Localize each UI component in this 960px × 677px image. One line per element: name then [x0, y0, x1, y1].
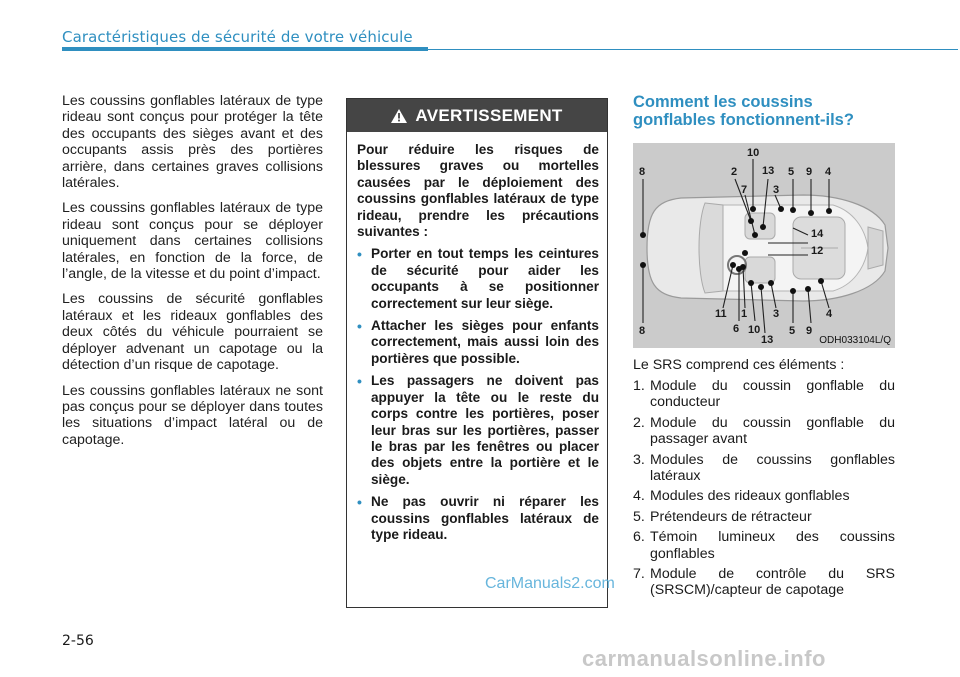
srs-item-number: 2. — [633, 414, 645, 431]
srs-item-text: Témoin lumineux des coussins gonflables — [650, 529, 895, 562]
callout-6: 6 — [733, 323, 740, 335]
bullet-icon: • — [357, 373, 362, 390]
warning-intro: Pour réduire les risques de blessures graves ou mortelles causées par le déploiement des coussins gonflables latéraux de type rideau, prendre les précautions suivantes : — [357, 142, 599, 240]
srs-list — [633, 378, 895, 603]
callout-12: 12 — [811, 245, 824, 257]
callout-1: 1 — [741, 308, 748, 320]
heading-line: Comment les coussins — [633, 93, 813, 111]
warning-list — [357, 246, 599, 543]
watermark: CarManuals2.com — [485, 575, 615, 592]
srs-item-text: Modules des rideaux gonflables — [650, 488, 850, 505]
paragraph: Les coussins gonflables latéraux ne sont pas conçus pour se déployer dans toutes les situations d’impact latéral ou de capotage. — [62, 382, 323, 448]
srs-item — [633, 509, 895, 525]
srs-item — [633, 488, 895, 504]
warning-item-text: Attacher les sièges pour enfants correctement, mais aussi loin des portières que possible. — [371, 318, 599, 366]
warning-header — [347, 99, 607, 132]
warning-item-text: Ne pas ouvrir ni réparer les coussins gonflables latéraux de type rideau. — [371, 494, 599, 542]
srs-item-number: 3. — [633, 451, 645, 468]
callout-2: 2 — [731, 166, 738, 178]
callout-3: 3 — [773, 308, 780, 320]
srs-item-text: Modules de coussins gonflables latéraux — [650, 451, 895, 485]
srs-item — [633, 415, 895, 448]
paragraph: Les coussins gonflables latéraux de type rideau sont conçus pour se déployer uniquement dans certaines collisions latérales, en fonction de la force, de l’angle, de la vitesse et du point d’impact. — [62, 200, 323, 283]
section-title: Caractéristiques de sécurité de votre véhicule — [62, 28, 413, 46]
warning-body — [347, 132, 607, 543]
airbag-diagram — [633, 143, 895, 348]
page-number: 2-56 — [62, 633, 94, 649]
srs-item — [633, 452, 895, 485]
callout-9: 9 — [806, 325, 813, 337]
watermark: carmanualsonline.info — [582, 646, 826, 671]
warning-title: AVERTISSEMENT — [415, 105, 563, 125]
bullet-icon: • — [357, 494, 362, 511]
warning-box — [346, 98, 608, 608]
callout-10: 10 — [747, 147, 760, 159]
callout-5: 5 — [788, 166, 795, 178]
right-column-heading — [633, 94, 895, 129]
callout-4: 4 — [826, 308, 833, 320]
warning-item — [357, 318, 599, 367]
header-rule-thick — [62, 47, 428, 51]
srs-item-number: 5. — [633, 508, 645, 525]
bullet-icon: • — [357, 246, 362, 263]
callout-10: 10 — [748, 324, 761, 336]
callout-14: 14 — [811, 228, 824, 240]
warning-item — [357, 373, 599, 488]
warning-item — [357, 494, 599, 543]
callout-4: 4 — [825, 166, 832, 178]
paragraph: Les coussins de sécurité gonflables latéraux et les rideaux gonflables des deux côtés du véhicule pourraient se déployer advenant un capotage ou la détection d’un risque de capotage. — [62, 291, 323, 374]
srs-item-number: 1. — [633, 378, 645, 394]
callout-13: 13 — [761, 334, 774, 346]
callout-11: 11 — [715, 308, 727, 320]
left-column — [62, 93, 323, 457]
srs-item-number: 7. — [633, 566, 645, 583]
srs-item-text: Module du coussin gonflable du passager avant — [650, 414, 895, 448]
bullet-icon: • — [357, 318, 362, 335]
section-heading — [633, 94, 895, 129]
car-top-view-illustration — [633, 143, 895, 348]
callout-7: 7 — [741, 184, 748, 196]
srs-item-text: Module du coussin gonflable du conducteur — [650, 378, 895, 411]
callout-8: 8 — [639, 166, 646, 178]
srs-item — [633, 378, 895, 411]
callout-9: 9 — [806, 166, 813, 178]
callout-3: 3 — [773, 184, 780, 196]
warning-item-text: Les passagers ne doivent pas appuyer la tête ou le reste du corps contre les portières, poser leur bras sur les portières, passer le bras par les fenêtres ou placer des objets entre la portière et le siège. — [371, 373, 599, 487]
srs-item — [633, 566, 895, 599]
paragraph: Les coussins gonflables latéraux de type rideau sont conçus pour protéger la tête des occupants des sièges avant et des occupants assis près des portières arrière, dans certaines graves collisions latérales. — [62, 93, 323, 192]
figure-code: ODH033104L/Q — [819, 335, 891, 346]
callout-13: 13 — [762, 165, 775, 177]
callout-5: 5 — [789, 325, 796, 337]
warning-triangle-icon — [391, 109, 407, 123]
callout-8: 8 — [639, 325, 646, 337]
warning-item-text: Porter en tout temps les ceintures de sécurité pour aider les occupants à se positionner correctement sur leur siège. — [371, 246, 599, 311]
heading-line: gonflables fonctionnent-ils? — [633, 110, 854, 129]
srs-item-number: 4. — [633, 488, 645, 505]
header-rule-thin — [428, 49, 958, 50]
srs-item-text: Module de contrôle du SRS (SRSCM)/capteur de capotage — [650, 566, 895, 599]
warning-item — [357, 246, 599, 312]
srs-item-number: 6. — [633, 529, 645, 546]
srs-intro: Le SRS comprend ces éléments : — [633, 357, 845, 373]
srs-item — [633, 529, 895, 562]
srs-item-text: Prétendeurs de rétracteur — [650, 508, 812, 525]
